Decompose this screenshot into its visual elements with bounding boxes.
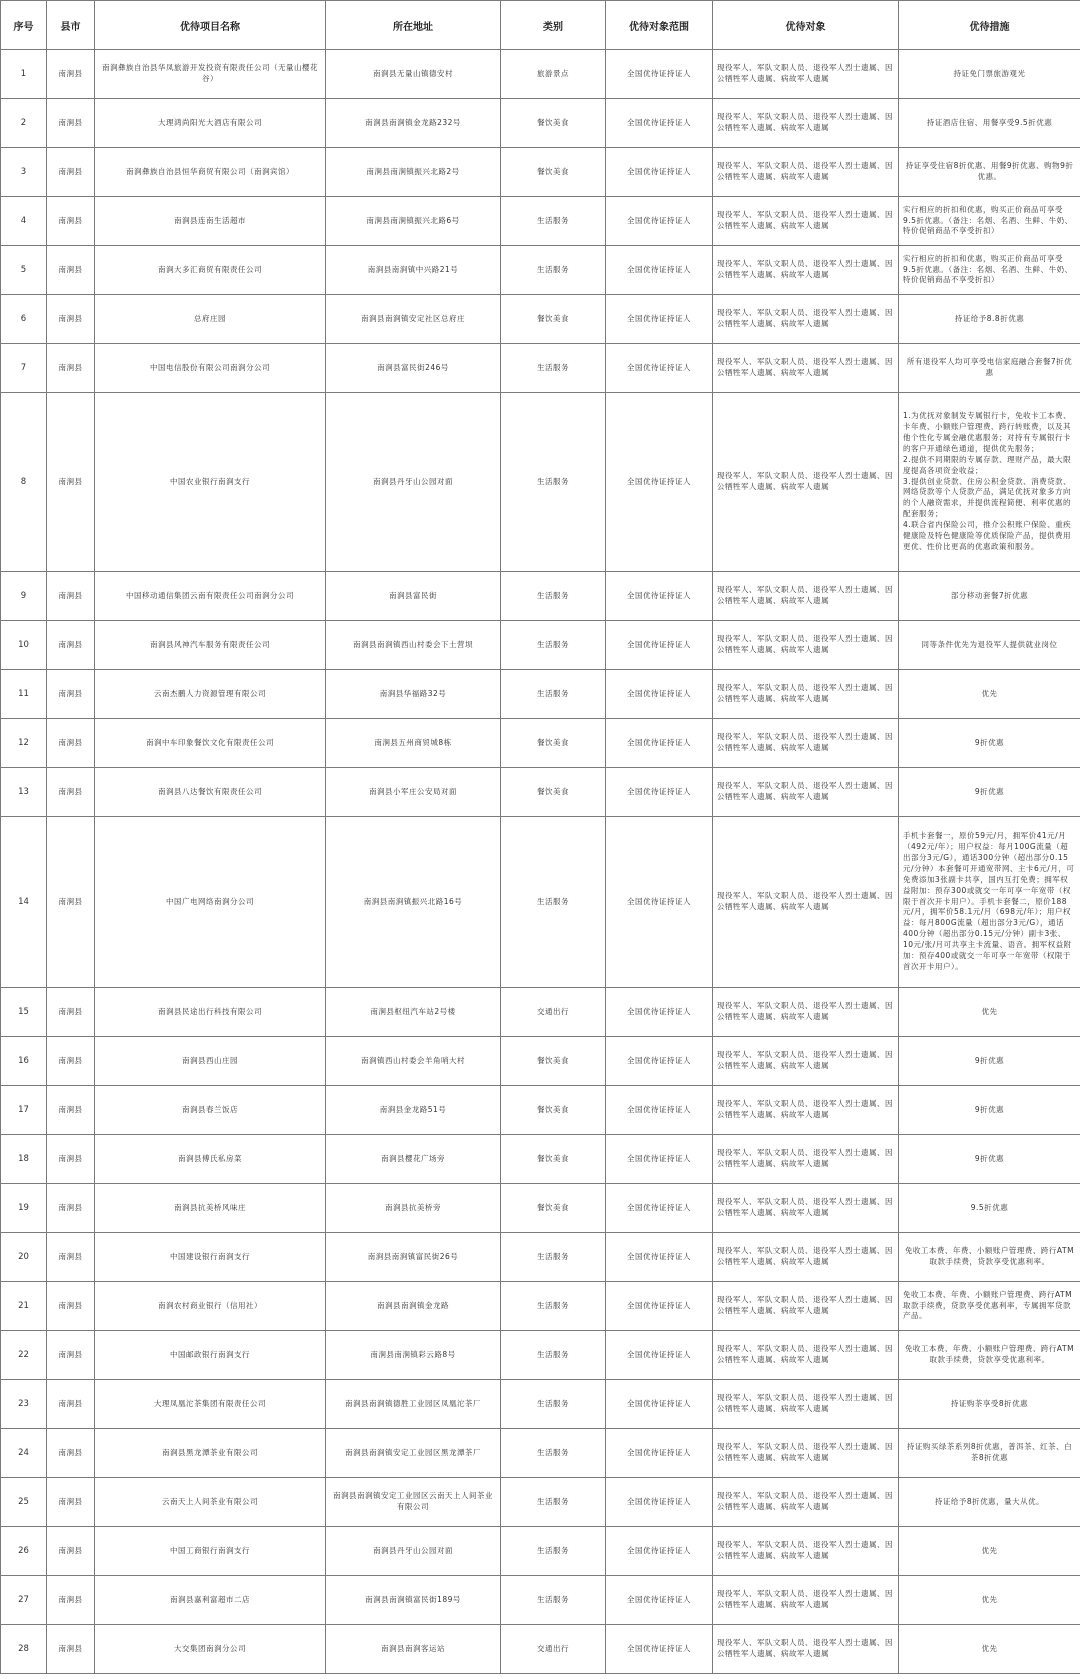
cell-scope: 全国优待证持证人 xyxy=(606,197,713,246)
cell-county: 南涧县 xyxy=(47,1576,95,1625)
cell-name: 云南杰鹏人力资源管理有限公司 xyxy=(95,670,326,719)
table-row xyxy=(1,344,1080,393)
cell-measure: 持证享受住宿8折优惠、用餐9折优惠、购物9折优惠。 xyxy=(899,148,1080,197)
header-name: 优待项目名称 xyxy=(95,1,326,50)
cell-address: 南涧县南涧镇振兴北路2号 xyxy=(326,148,501,197)
cell-scope: 全国优待证持证人 xyxy=(606,817,713,988)
cell-scope: 全国优待证持证人 xyxy=(606,572,713,621)
table-row xyxy=(1,1086,1080,1135)
cell-address: 南涧县南涧镇安定工业园区黑龙潭茶厂 xyxy=(326,1429,501,1478)
cell-county: 南涧县 xyxy=(47,148,95,197)
cell-category: 生活服务 xyxy=(501,572,606,621)
cell-category: 生活服务 xyxy=(501,670,606,719)
cell-no: 25 xyxy=(1,1478,47,1527)
cell-no: 3 xyxy=(1,148,47,197)
cell-no: 15 xyxy=(1,988,47,1037)
cell-address: 南涧县南涧镇彩云路8号 xyxy=(326,1331,501,1380)
cell-no: 28 xyxy=(1,1625,47,1674)
cell-county: 南涧县 xyxy=(47,344,95,393)
cell-measure: 优先 xyxy=(899,988,1080,1037)
cell-target: 现役军人、军队文职人员、退役军人烈士遗属、因公牺牲军人遗属、病故军人遗属 xyxy=(713,670,899,719)
cell-scope: 全国优待证持证人 xyxy=(606,719,713,768)
cell-address: 南涧县樱花广场旁 xyxy=(326,1135,501,1184)
cell-category: 餐饮美食 xyxy=(501,768,606,817)
cell-name: 大交集团南涧分公司 xyxy=(95,1625,326,1674)
cell-measure: 部分移动套餐7折优惠 xyxy=(899,572,1080,621)
cell-target: 现役军人、军队文职人员、退役军人烈士遗属、因公牺牲军人遗属、病故军人遗属 xyxy=(713,393,899,572)
cell-target: 现役军人、军队文职人员、退役军人烈士遗属、因公牺牲军人遗属、病故军人遗属 xyxy=(713,1478,899,1527)
cell-county: 南涧县 xyxy=(47,1282,95,1331)
table-row xyxy=(1,1429,1080,1478)
cell-target: 现役军人、军队文职人员、退役军人烈士遗属、因公牺牲军人遗属、病故军人遗属 xyxy=(713,99,899,148)
cell-name: 南涧大多汇商贸有限责任公司 xyxy=(95,246,326,295)
cell-measure: 持证购买绿茶系列8折优惠，普洱茶、红茶、白茶8折优惠 xyxy=(899,1429,1080,1478)
cell-category: 生活服务 xyxy=(501,1282,606,1331)
cell-scope: 全国优待证持证人 xyxy=(606,99,713,148)
cell-scope: 全国优待证持证人 xyxy=(606,1576,713,1625)
cell-measure: 1.为优抚对象制发专属银行卡，免收卡工本费、卡年费、小额账户管理费、跨行转账费，以及其他个性化专属金融优惠服务；对持有专属银行卡的客户开通绿色通道，提供优先服务； 2.提供不同期限的专属存款、理财产品，最大限度提高各项资金收益； 3.提供创业贷款、住房公积金贷款、消费贷款、网络贷款等个人贷款产品，满足优抚对象多方向的个人融资需求，并提供流程简便、利率优惠的配套服务； 4.联合省内保险公司，推介公积账户保险、重疾健康险及特色健康险等优质保险产品，提供费用更优、性价比更高的优惠政策和服务。 xyxy=(899,393,1080,572)
cell-county: 南涧县 xyxy=(47,817,95,988)
cell-scope: 全国优待证持证人 xyxy=(606,1282,713,1331)
cell-target: 现役军人、军队文职人员、退役军人烈士遗属、因公牺牲军人遗属、病故军人遗属 xyxy=(713,344,899,393)
cell-category: 生活服务 xyxy=(501,344,606,393)
cell-name: 南涧县春兰饭店 xyxy=(95,1086,326,1135)
cell-no: 4 xyxy=(1,197,47,246)
cell-measure: 9.5折优惠 xyxy=(899,1184,1080,1233)
cell-scope: 全国优待证持证人 xyxy=(606,295,713,344)
cell-name: 南涧县连南生活超市 xyxy=(95,197,326,246)
cell-target: 现役军人、军队文职人员、退役军人烈士遗属、因公牺牲军人遗属、病故军人遗属 xyxy=(713,1233,899,1282)
cell-scope: 全国优待证持证人 xyxy=(606,621,713,670)
cell-address: 南涧县南涧镇振兴北路6号 xyxy=(326,197,501,246)
cell-scope: 全国优待证持证人 xyxy=(606,1233,713,1282)
cell-address: 南涧县南涧镇德胜工业园区凤凰沱茶厂 xyxy=(326,1380,501,1429)
cell-scope: 全国优待证持证人 xyxy=(606,393,713,572)
table-row xyxy=(1,1135,1080,1184)
table-row xyxy=(1,1282,1080,1331)
cell-address: 南涧县华福路32号 xyxy=(326,670,501,719)
cell-category: 餐饮美食 xyxy=(501,719,606,768)
cell-no: 13 xyxy=(1,768,47,817)
table-row xyxy=(1,1478,1080,1527)
table-row xyxy=(1,295,1080,344)
table-row xyxy=(1,768,1080,817)
cell-target: 现役军人、军队文职人员、退役军人烈士遗属、因公牺牲军人遗属、病故军人遗属 xyxy=(713,1576,899,1625)
cell-no: 14 xyxy=(1,817,47,988)
cell-county: 南涧县 xyxy=(47,1429,95,1478)
cell-name: 南涧农村商业银行（信用社） xyxy=(95,1282,326,1331)
cell-category: 交通出行 xyxy=(501,1625,606,1674)
cell-name: 南涧县西山庄园 xyxy=(95,1037,326,1086)
cell-no: 21 xyxy=(1,1282,47,1331)
cell-name: 大理鸿尚阳光大酒店有限公司 xyxy=(95,99,326,148)
cell-category: 生活服务 xyxy=(501,1380,606,1429)
table-row xyxy=(1,99,1080,148)
cell-measure: 9折优惠 xyxy=(899,768,1080,817)
cell-no: 2 xyxy=(1,99,47,148)
cell-address: 南涧镇西山村委会羊角哨大村 xyxy=(326,1037,501,1086)
cell-target: 现役军人、军队文职人员、退役军人烈士遗属、因公牺牲军人遗属、病故军人遗属 xyxy=(713,50,899,99)
cell-scope: 全国优待证持证人 xyxy=(606,1527,713,1576)
cell-county: 南涧县 xyxy=(47,1037,95,1086)
cell-no: 8 xyxy=(1,393,47,572)
cell-county: 南涧县 xyxy=(47,393,95,572)
cell-measure: 实行相应的折扣和优惠，购买正价商品可享受9.5折优惠。（备注：名烟、名酒、生鲜、牛奶、特价促销商品不享受折扣） xyxy=(899,197,1080,246)
cell-county: 南涧县 xyxy=(47,1380,95,1429)
cell-target: 现役军人、军队文职人员、退役军人烈士遗属、因公牺牲军人遗属、病故军人遗属 xyxy=(713,1282,899,1331)
cell-no: 10 xyxy=(1,621,47,670)
table-row xyxy=(1,1233,1080,1282)
cell-scope: 全国优待证持证人 xyxy=(606,246,713,295)
cell-category: 餐饮美食 xyxy=(501,295,606,344)
cell-no: 27 xyxy=(1,1576,47,1625)
cell-county: 南涧县 xyxy=(47,295,95,344)
cell-measure: 优先 xyxy=(899,1625,1080,1674)
cell-county: 南涧县 xyxy=(47,1331,95,1380)
cell-target: 现役军人、军队文职人员、退役军人烈士遗属、因公牺牲军人遗属、病故军人遗属 xyxy=(713,768,899,817)
cell-scope: 全国优待证持证人 xyxy=(606,988,713,1037)
cell-county: 南涧县 xyxy=(47,1135,95,1184)
cell-scope: 全国优待证持证人 xyxy=(606,1478,713,1527)
cell-scope: 全国优待证持证人 xyxy=(606,1184,713,1233)
cell-address: 南涧县抗美桥旁 xyxy=(326,1184,501,1233)
cell-measure: 同等条件优先为退役军人提供就业岗位 xyxy=(899,621,1080,670)
cell-name: 中国邮政银行南涧支行 xyxy=(95,1331,326,1380)
cell-county: 南涧县 xyxy=(47,1233,95,1282)
cell-no: 24 xyxy=(1,1429,47,1478)
cell-address: 南涧县丹牙山公园对面 xyxy=(326,393,501,572)
header-measure: 优待措施 xyxy=(899,1,1080,50)
cell-measure: 持证给予8折优惠，量大从优。 xyxy=(899,1478,1080,1527)
table-row xyxy=(1,246,1080,295)
cell-address: 南涧县南涧镇中兴路21号 xyxy=(326,246,501,295)
cell-county: 南涧县 xyxy=(47,1478,95,1527)
table-row xyxy=(1,1184,1080,1233)
cell-address: 南涧县金龙路51号 xyxy=(326,1086,501,1135)
cell-name: 中国移动通信集团云南有限责任公司南涧分公司 xyxy=(95,572,326,621)
cell-address: 南涧县南涧镇富民街26号 xyxy=(326,1233,501,1282)
cell-no: 19 xyxy=(1,1184,47,1233)
table-row xyxy=(1,197,1080,246)
cell-target: 现役军人、军队文职人员、退役军人烈士遗属、因公牺牲军人遗属、病故军人遗属 xyxy=(713,1037,899,1086)
cell-no: 7 xyxy=(1,344,47,393)
cell-scope: 全国优待证持证人 xyxy=(606,1380,713,1429)
cell-county: 南涧县 xyxy=(47,1184,95,1233)
cell-measure: 所有退役军人均可享受电信家庭融合套餐7折优惠 xyxy=(899,344,1080,393)
cell-scope: 全国优待证持证人 xyxy=(606,1135,713,1184)
cell-address: 南涧县小军庄公安局对面 xyxy=(326,768,501,817)
cell-name: 南涧县风神汽车服务有限责任公司 xyxy=(95,621,326,670)
cell-category: 餐饮美食 xyxy=(501,1135,606,1184)
cell-target: 现役军人、军队文职人员、退役军人烈士遗属、因公牺牲军人遗属、病故军人遗属 xyxy=(713,148,899,197)
cell-name: 南涧中车印象餐饮文化有限责任公司 xyxy=(95,719,326,768)
cell-category: 生活服务 xyxy=(501,1429,606,1478)
cell-name: 云南天上人间茶业有限公司 xyxy=(95,1478,326,1527)
cell-county: 南涧县 xyxy=(47,99,95,148)
cell-name: 中国工商银行南涧支行 xyxy=(95,1527,326,1576)
cell-address: 南涧县枢纽汽车站2号楼 xyxy=(326,988,501,1037)
cell-target: 现役军人、军队文职人员、退役军人烈士遗属、因公牺牲军人遗属、病故军人遗属 xyxy=(713,1429,899,1478)
cell-name: 南涧县嘉利富超市二店 xyxy=(95,1576,326,1625)
cell-measure: 免收工本费、年费、小额账户管理费、跨行ATM取款手续费，贷款享受优惠利率。 xyxy=(899,1233,1080,1282)
cell-category: 餐饮美食 xyxy=(501,148,606,197)
cell-scope: 全国优待证持证人 xyxy=(606,1625,713,1674)
cell-category: 生活服务 xyxy=(501,1233,606,1282)
cell-target: 现役军人、军队文职人员、退役军人烈士遗属、因公牺牲军人遗属、病故军人遗属 xyxy=(713,1625,899,1674)
cell-no: 6 xyxy=(1,295,47,344)
cell-name: 南涧县黑龙潭茶业有限公司 xyxy=(95,1429,326,1478)
cell-county: 南涧县 xyxy=(47,1527,95,1576)
cell-county: 南涧县 xyxy=(47,1625,95,1674)
table-row xyxy=(1,1625,1080,1674)
cell-no: 5 xyxy=(1,246,47,295)
cell-address: 南涧县丹牙山公园对面 xyxy=(326,1527,501,1576)
cell-measure: 9折优惠 xyxy=(899,1037,1080,1086)
cell-category: 餐饮美食 xyxy=(501,1037,606,1086)
cell-county: 南涧县 xyxy=(47,719,95,768)
cell-scope: 全国优待证持证人 xyxy=(606,1331,713,1380)
cell-county: 南涧县 xyxy=(47,197,95,246)
cell-category: 生活服务 xyxy=(501,1576,606,1625)
table-row xyxy=(1,670,1080,719)
cell-no: 20 xyxy=(1,1233,47,1282)
header-address: 所在地址 xyxy=(326,1,501,50)
cell-no: 16 xyxy=(1,1037,47,1086)
cell-address: 南涧县南涧镇西山村委会下土营坝 xyxy=(326,621,501,670)
cell-target: 现役军人、军队文职人员、退役军人烈士遗属、因公牺牲军人遗属、病故军人遗属 xyxy=(713,1331,899,1380)
cell-category: 生活服务 xyxy=(501,246,606,295)
cell-address: 南涧县南涧客运站 xyxy=(326,1625,501,1674)
cell-measure: 优先 xyxy=(899,670,1080,719)
cell-measure: 实行相应的折扣和优惠，购买正价商品可享受9.5折优惠。（备注：名烟、名酒、生鲜、牛奶、特价促销商品不享受折扣） xyxy=(899,246,1080,295)
table-row xyxy=(1,572,1080,621)
table-header-row xyxy=(1,1,1080,50)
cell-address: 南涧县南涧镇富民街189号 xyxy=(326,1576,501,1625)
cell-scope: 全国优待证持证人 xyxy=(606,148,713,197)
cell-target: 现役军人、军队文职人员、退役军人烈士遗属、因公牺牲军人遗属、病故军人遗属 xyxy=(713,1135,899,1184)
table-row xyxy=(1,719,1080,768)
cell-name: 南涧县抗美桥风味庄 xyxy=(95,1184,326,1233)
cell-name: 南涧彝族自治县华凤旅游开发投资有限责任公司（无量山樱花谷） xyxy=(95,50,326,99)
header-scope: 优待对象范围 xyxy=(606,1,713,50)
cell-address: 南涧县南涧镇安定工业园区云南天上人间茶业有限公司 xyxy=(326,1478,501,1527)
cell-measure: 免收工本费、年费、小额账户管理费、跨行ATM取款手续费，贷款享受优惠利率，专属拥军贷款产品。 xyxy=(899,1282,1080,1331)
table-body xyxy=(1,50,1080,1674)
cell-scope: 全国优待证持证人 xyxy=(606,670,713,719)
cell-measure: 9折优惠 xyxy=(899,1086,1080,1135)
cell-county: 南涧县 xyxy=(47,246,95,295)
table-row xyxy=(1,1037,1080,1086)
cell-scope: 全国优待证持证人 xyxy=(606,50,713,99)
header-target: 优待对象 xyxy=(713,1,899,50)
cell-target: 现役军人、军队文职人员、退役军人烈士遗属、因公牺牲军人遗属、病故军人遗属 xyxy=(713,1184,899,1233)
cell-address: 南涧县富民街246号 xyxy=(326,344,501,393)
cell-address: 南涧县南涧镇金龙路 xyxy=(326,1282,501,1331)
header-county: 县市 xyxy=(47,1,95,50)
cell-no: 9 xyxy=(1,572,47,621)
cell-county: 南涧县 xyxy=(47,1086,95,1135)
cell-category: 生活服务 xyxy=(501,393,606,572)
cell-target: 现役军人、军队文职人员、退役军人烈士遗属、因公牺牲军人遗属、病故军人遗属 xyxy=(713,621,899,670)
cell-name: 南涧彝族自治县恒华商贸有限公司（南涧宾馆） xyxy=(95,148,326,197)
cell-no: 1 xyxy=(1,50,47,99)
cell-name: 南涧县民途出行科技有限公司 xyxy=(95,988,326,1037)
cell-county: 南涧县 xyxy=(47,670,95,719)
cell-address: 南涧县无量山镇德安村 xyxy=(326,50,501,99)
table-row xyxy=(1,1576,1080,1625)
cell-county: 南涧县 xyxy=(47,50,95,99)
cell-category: 餐饮美食 xyxy=(501,99,606,148)
cell-target: 现役军人、军队文职人员、退役军人烈士遗属、因公牺牲军人遗属、病故军人遗属 xyxy=(713,988,899,1037)
table-row xyxy=(1,1527,1080,1576)
table-row xyxy=(1,621,1080,670)
header-category: 类别 xyxy=(501,1,606,50)
cell-no: 26 xyxy=(1,1527,47,1576)
cell-category: 生活服务 xyxy=(501,817,606,988)
cell-target: 现役军人、军队文职人员、退役军人烈士遗属、因公牺牲军人遗属、病故军人遗属 xyxy=(713,1527,899,1576)
cell-measure: 手机卡套餐一，原价59元/月，拥军价41元/月（492元/年）；用户权益：每月100G流量（超出部分3元/G），通话300分钟（超出部分0.15元/分钟）本套餐可开通宽带网、主卡6元/月，可免费添加3张副卡共享，国内互打免费；拥军权益附加：预存300或就交一年可享一年宽带（权限于首次开卡用户）。手机卡套餐二，原价188元/月，拥军价58.1元/月（698元/年）；用户权益：每月800G流量（超出部分3元/G），通话400分钟（超出部分0.15元/分钟）副卡3张、10元/张/月可共享主卡流量、语音。拥军权益附加：预存400或就交一年可享一年宽带（权限于首次开卡用户）。 xyxy=(899,817,1080,988)
cell-measure: 9折优惠 xyxy=(899,719,1080,768)
cell-measure: 免收工本费、年费、小额账户管理费、跨行ATM取款手续费，贷款享受优惠利率。 xyxy=(899,1331,1080,1380)
cell-target: 现役军人、军队文职人员、退役军人烈士遗属、因公牺牲军人遗属、病故军人遗属 xyxy=(713,1086,899,1135)
cell-county: 南涧县 xyxy=(47,768,95,817)
cell-category: 生活服务 xyxy=(501,621,606,670)
cell-target: 现役军人、军队文职人员、退役军人烈士遗属、因公牺牲军人遗属、病故军人遗属 xyxy=(713,246,899,295)
cell-measure: 优先 xyxy=(899,1527,1080,1576)
cell-address: 南涧县南涧镇安定社区总府庄 xyxy=(326,295,501,344)
cell-county: 南涧县 xyxy=(47,988,95,1037)
cell-category: 生活服务 xyxy=(501,197,606,246)
cell-scope: 全国优待证持证人 xyxy=(606,1429,713,1478)
cell-category: 生活服务 xyxy=(501,1527,606,1576)
table-row xyxy=(1,1380,1080,1429)
cell-no: 18 xyxy=(1,1135,47,1184)
cell-target: 现役军人、军队文职人员、退役军人烈士遗属、因公牺牲军人遗属、病故军人遗属 xyxy=(713,295,899,344)
cell-target: 现役军人、军队文职人员、退役军人烈士遗属、因公牺牲军人遗属、病故军人遗属 xyxy=(713,197,899,246)
cell-category: 生活服务 xyxy=(501,1331,606,1380)
cell-target: 现役军人、军队文职人员、退役军人烈士遗属、因公牺牲军人遗属、病故军人遗属 xyxy=(713,817,899,988)
cell-category: 旅游景点 xyxy=(501,50,606,99)
cell-name: 南涧县傅氏私房菜 xyxy=(95,1135,326,1184)
cell-category: 餐饮美食 xyxy=(501,1086,606,1135)
table-row xyxy=(1,817,1080,988)
cell-target: 现役军人、军队文职人员、退役军人烈士遗属、因公牺牲军人遗属、病故军人遗属 xyxy=(713,572,899,621)
cell-measure: 持证购茶享受8折优惠 xyxy=(899,1380,1080,1429)
cell-no: 17 xyxy=(1,1086,47,1135)
cell-measure: 持证给予8.8折优惠 xyxy=(899,295,1080,344)
cell-county: 南涧县 xyxy=(47,621,95,670)
cell-name: 总府庄园 xyxy=(95,295,326,344)
cell-measure: 持证免门票旅游观光 xyxy=(899,50,1080,99)
cell-no: 12 xyxy=(1,719,47,768)
cell-measure: 9折优惠 xyxy=(899,1135,1080,1184)
header-no: 序号 xyxy=(1,1,47,50)
cell-address: 南涧县南涧镇金龙路232号 xyxy=(326,99,501,148)
cell-measure: 持证酒店住宿、用餐享受9.5折优惠 xyxy=(899,99,1080,148)
cell-address: 南涧县五州商贸城8栋 xyxy=(326,719,501,768)
table-row xyxy=(1,1331,1080,1380)
cell-name: 南涧县八达餐饮有限责任公司 xyxy=(95,768,326,817)
cell-name: 中国电信股份有限公司南涧分公司 xyxy=(95,344,326,393)
cell-category: 生活服务 xyxy=(501,1478,606,1527)
cell-target: 现役军人、军队文职人员、退役军人烈士遗属、因公牺牲军人遗属、病故军人遗属 xyxy=(713,719,899,768)
cell-name: 中国建设银行南涧支行 xyxy=(95,1233,326,1282)
cell-address: 南涧县南涧镇振兴北路16号 xyxy=(326,817,501,988)
cell-name: 中国广电网络南涧分公司 xyxy=(95,817,326,988)
cell-category: 餐饮美食 xyxy=(501,1184,606,1233)
cell-scope: 全国优待证持证人 xyxy=(606,768,713,817)
cell-scope: 全国优待证持证人 xyxy=(606,1037,713,1086)
table-row xyxy=(1,988,1080,1037)
table-row xyxy=(1,393,1080,572)
cell-measure: 优先 xyxy=(899,1576,1080,1625)
cell-no: 23 xyxy=(1,1380,47,1429)
table-row xyxy=(1,148,1080,197)
table-row xyxy=(1,50,1080,99)
cell-county: 南涧县 xyxy=(47,572,95,621)
cell-scope: 全国优待证持证人 xyxy=(606,1086,713,1135)
cell-scope: 全国优待证持证人 xyxy=(606,344,713,393)
cell-name: 中国农业银行南涧支行 xyxy=(95,393,326,572)
cell-category: 交通出行 xyxy=(501,988,606,1037)
cell-name: 大理凤凰沱茶集团有限责任公司 xyxy=(95,1380,326,1429)
cell-no: 11 xyxy=(1,670,47,719)
cell-target: 现役军人、军队文职人员、退役军人烈士遗属、因公牺牲军人遗属、病故军人遗属 xyxy=(713,1380,899,1429)
cell-address: 南涧县富民街 xyxy=(326,572,501,621)
cell-no: 22 xyxy=(1,1331,47,1380)
